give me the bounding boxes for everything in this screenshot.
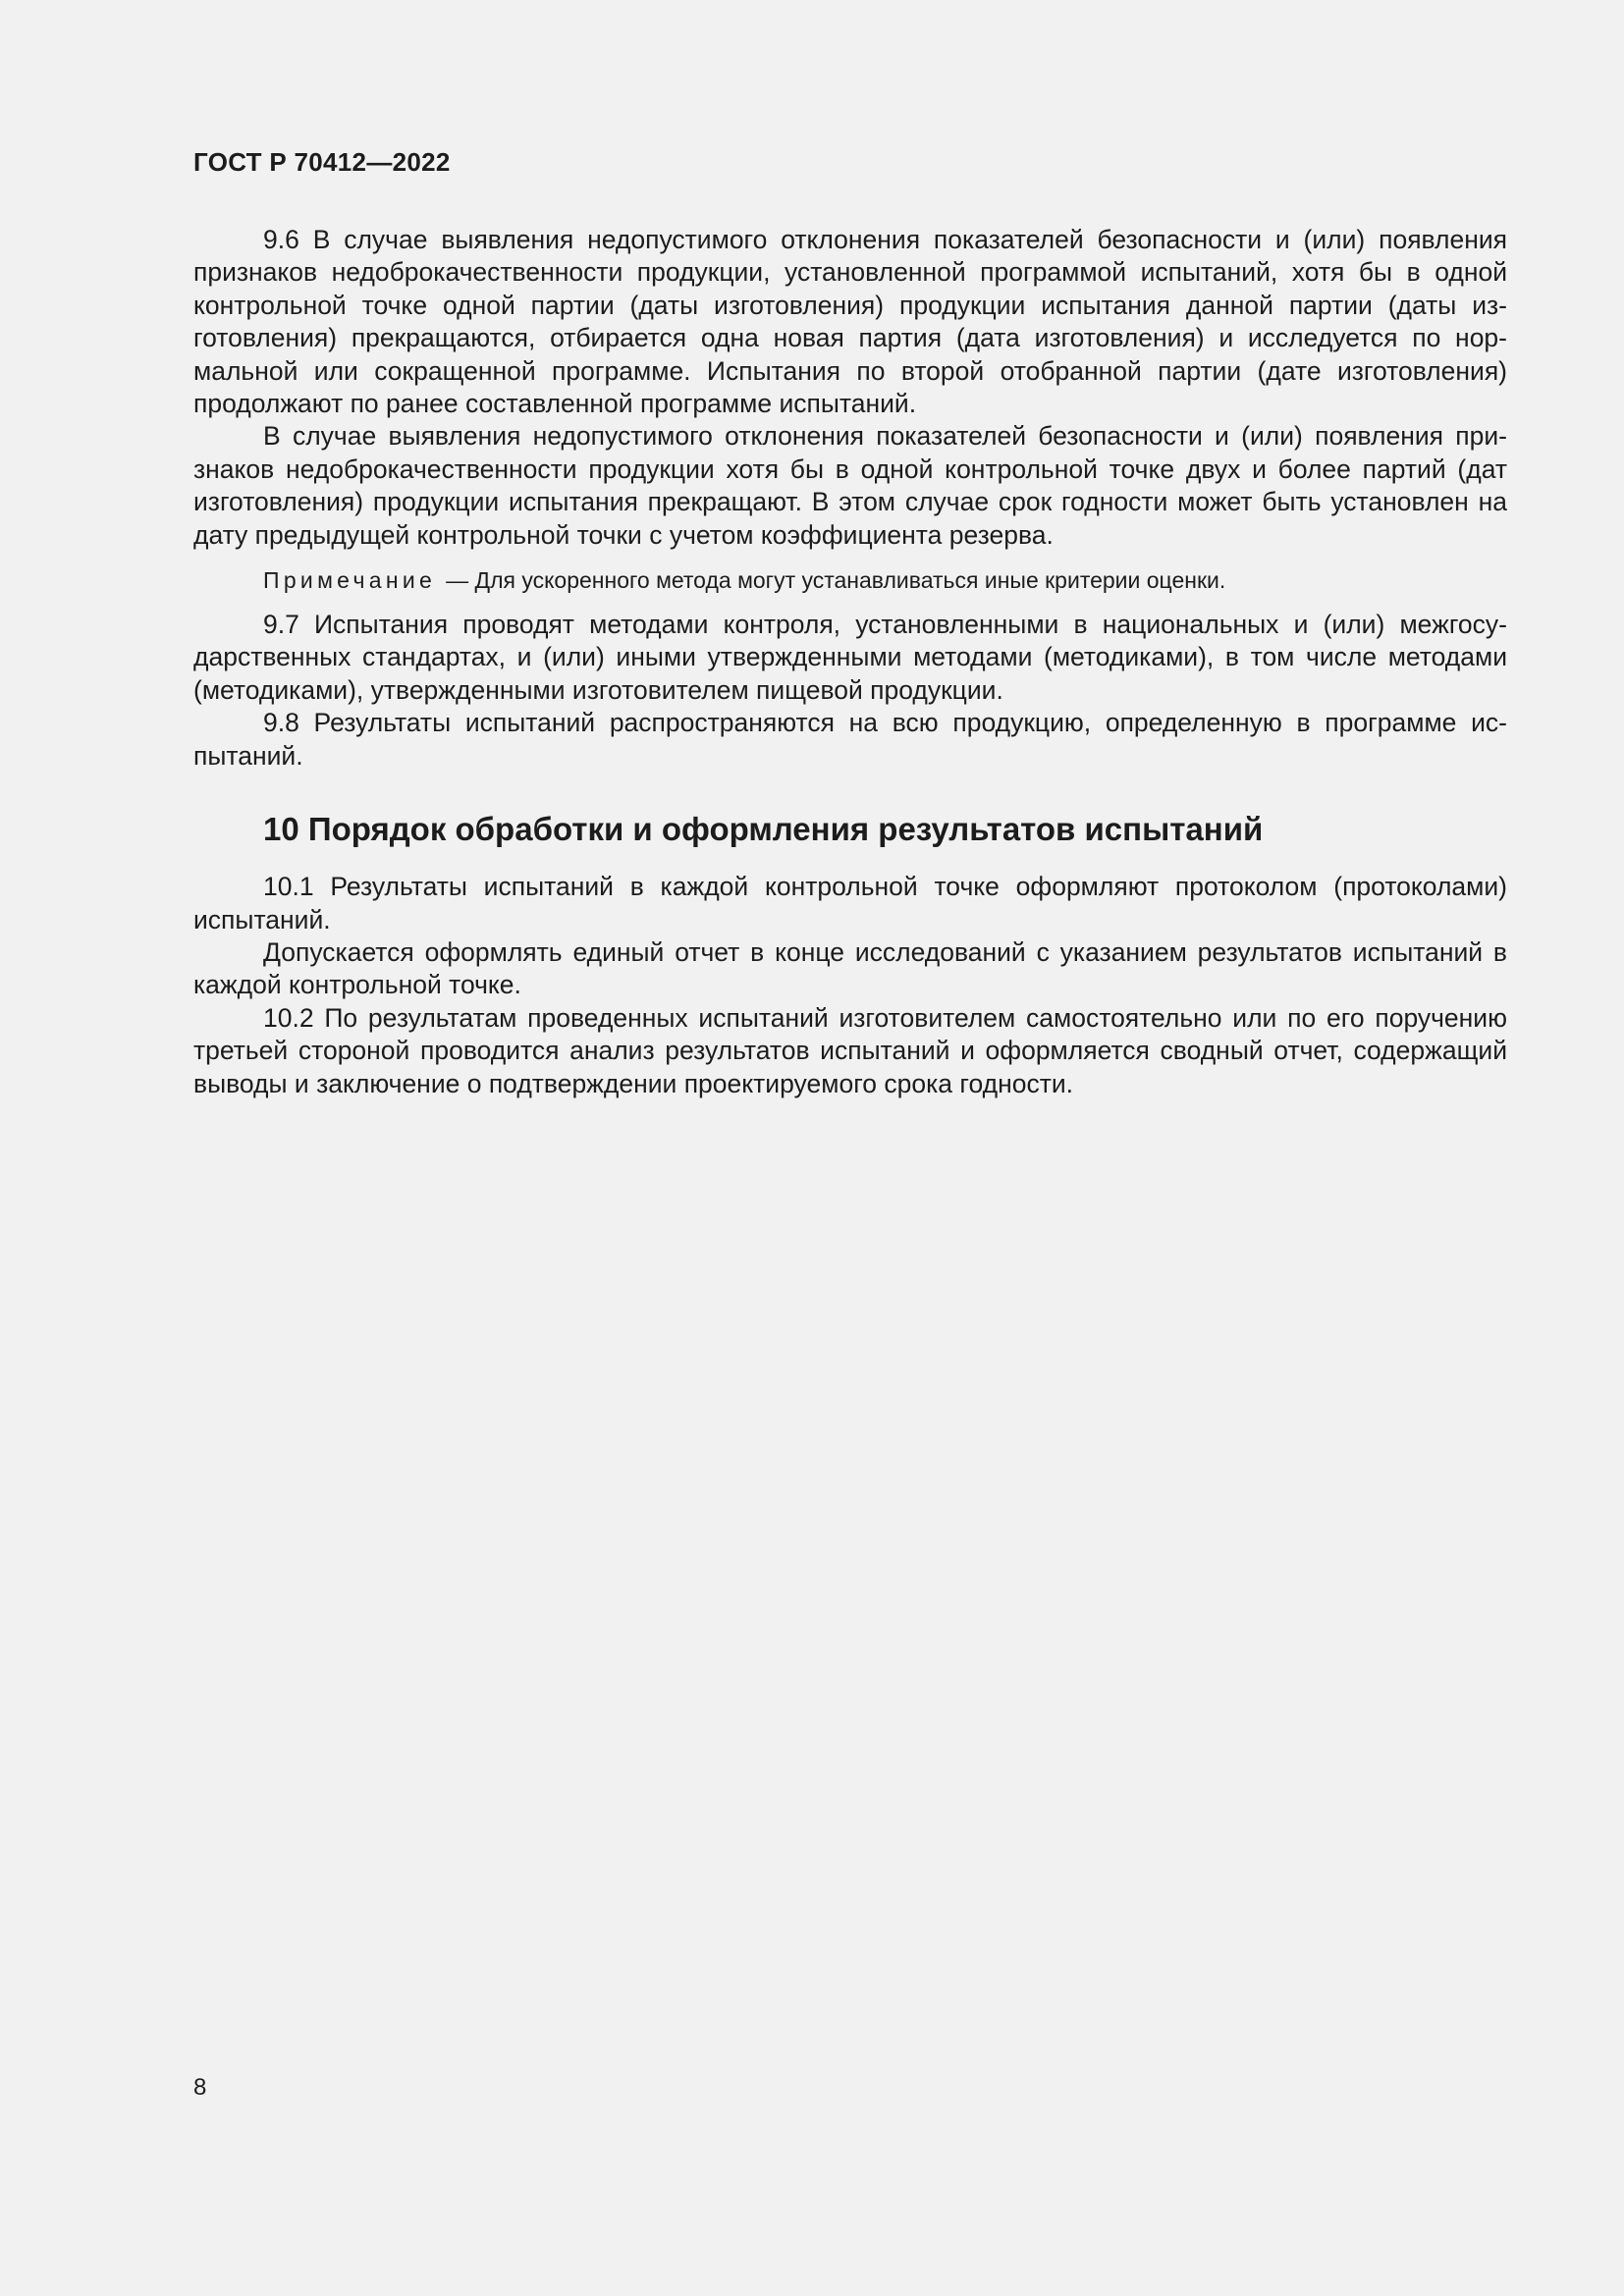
- paragraph-10-2: 10.2 По результатам проведенных испытаний изготовителем самостоятельно или по его поручению третьей стороной проводится анализ результатов испытаний и оформляется сводный отчет, содержащий выводы и заключение о подтверждении проектируемого срока годности.: [193, 1002, 1507, 1098]
- document-code-header: ГОСТ Р 70412—2022: [193, 147, 451, 177]
- paragraph-9-7: 9.7 Испытания проводят методами контроля, установленными в национальных и (или) межгосударственных стандартах, и (или) иными утвержденными методами (методиками), в том числе методами (методиками), утвержденными изготовителем пищевой продукции.: [193, 610, 1507, 705]
- paragraph-10-1-continuation: Допускается оформлять единый отчет в конце исследований с указанием результатов испытаний в каждой контрольной точке.: [193, 936, 1507, 1000]
- note-text: — Для ускоренного метода могут устанавливаться иные критерии оценки.: [446, 567, 1226, 594]
- note-label: Примечание: [263, 567, 437, 594]
- note: [193, 565, 1507, 595]
- paragraph-9-6-continuation: В случае выявления недопустимого отклонения показателей безопасности и (или) появления признаков недоброкачественности продукции хотя бы в одной контрольной точке двух и более партий (дат изготовления) продукции испытания прекращают. В этом случае срок годности может быть установлен на дату предыдущей контрольной точки с учетом коэффициента резерва.: [193, 421, 1507, 550]
- paragraph-10-1: 10.1 Результаты испытаний в каждой контрольной точке оформляют протоколом (протоколами) испытаний.: [193, 872, 1507, 934]
- section-10-title: 10 Порядок обработки и оформления результатов испытаний: [263, 811, 1264, 848]
- page-number: 8: [193, 2074, 207, 2101]
- paragraph-9-6: 9.6 В случае выявления недопустимого отклонения показателей безопасности и (или) появления признаков недоброкачественности продукции, установленной программой испытаний, хотя бы в одной контрольной точке одной партии (даты изготовления) продукции испытания данной партии (даты изготовления) прекращаются, отбирается одна новая партия (дата изготовления) и исследуется по нормальной или сокращенной программе. Испытания по второй отобранной партии (дате изготовления) продолжают по ранее составленной программе испытаний.: [193, 225, 1507, 419]
- paragraph-9-8: 9.8 Результаты испытаний распространяются на всю продукцию, определенную в программе испытаний.: [193, 708, 1507, 771]
- page-body: [193, 224, 1507, 1100]
